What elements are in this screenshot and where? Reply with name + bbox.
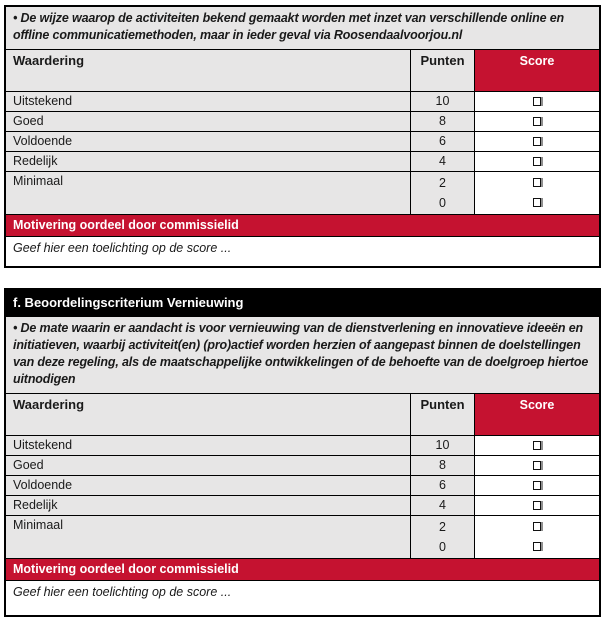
score-cell — [474, 456, 599, 475]
points-value: 6 — [410, 132, 474, 151]
rating-row-voldoende — [6, 475, 599, 495]
score-cell — [474, 172, 599, 214]
score-checkbox[interactable] — [533, 117, 541, 126]
rating-row-goed — [6, 455, 599, 475]
score-cell — [474, 112, 599, 131]
rating-label: Uitstekend — [6, 92, 410, 111]
points-value: 4 — [410, 152, 474, 171]
points-value: 2 — [439, 176, 446, 190]
rating-row-goed — [6, 111, 599, 131]
points-value: 0 — [439, 196, 446, 210]
motivation-header: Motivering oordeel door commissielid — [6, 559, 599, 580]
rating-row-minimaal — [6, 515, 599, 558]
points-column-header: Punten — [410, 394, 474, 435]
points-value: 10 — [410, 92, 474, 111]
score-checkbox[interactable] — [533, 481, 541, 490]
rating-label: Goed — [6, 112, 410, 131]
score-checkbox[interactable] — [533, 198, 541, 207]
rating-row-uitstekend — [6, 435, 599, 455]
rating-label: Goed — [6, 456, 410, 475]
score-checkbox[interactable] — [533, 178, 541, 187]
criterion-description-row — [6, 316, 599, 393]
score-cell — [474, 92, 599, 111]
criterion-description: • De wijze waarop de activiteiten bekend gemaakt worden met inzet van verschillende online en offline communicatiemethoden, maar in ieder geval via Roosendaalvoorjou.nl — [6, 7, 599, 49]
motivation-header: Motivering oordeel door commissielid — [6, 215, 599, 236]
motivation-header-row — [6, 558, 599, 580]
score-cell — [474, 476, 599, 495]
rating-row-voldoende — [6, 131, 599, 151]
score-column-header: Score — [474, 50, 599, 91]
criterion-table-e — [4, 5, 601, 268]
score-column-header: Score — [474, 394, 599, 435]
score-checkbox[interactable] — [533, 97, 541, 106]
points-value: 8 — [410, 456, 474, 475]
score-checkbox[interactable] — [533, 542, 541, 551]
criterion-description-row — [6, 7, 599, 49]
points-value: 6 — [410, 476, 474, 495]
score-checkbox[interactable] — [533, 137, 541, 146]
points-value: 0 — [439, 540, 446, 554]
rating-column-header: Waardering — [6, 394, 410, 435]
rating-label: Minimaal — [6, 172, 410, 214]
score-cell — [474, 152, 599, 171]
criterion-table-f — [4, 288, 601, 617]
rating-row-redelijk — [6, 151, 599, 171]
rating-label: Voldoende — [6, 132, 410, 151]
criterion-description: • De mate waarin er aandacht is voor vernieuwing van de dienstverlening en innovatieve ideeën en initiatieven, waarbij activiteit(en) (pro)actief worden herzien of aangepast binnen de doelstellingen van deze regeling, als de maatschappelijke ontwikkelingen of de behoefte van de doelgroep hiertoe uitnodigen — [6, 317, 599, 393]
score-checkbox[interactable] — [533, 522, 541, 531]
rating-column-header: Waardering — [6, 50, 410, 91]
table-gap — [4, 268, 601, 288]
points-value: 8 — [410, 112, 474, 131]
score-checkbox[interactable] — [533, 157, 541, 166]
table-header-row — [6, 393, 599, 435]
motivation-header-row — [6, 214, 599, 236]
rating-label: Redelijk — [6, 152, 410, 171]
rating-label: Minimaal — [6, 516, 410, 558]
score-cell — [474, 132, 599, 151]
rating-row-redelijk — [6, 495, 599, 515]
rating-row-uitstekend — [6, 91, 599, 111]
points-value: 10 — [410, 436, 474, 455]
score-cell — [474, 436, 599, 455]
table-header-row — [6, 49, 599, 91]
motivation-note-field[interactable]: Geef hier een toelichting op de score ... — [6, 237, 599, 266]
score-cell — [474, 496, 599, 515]
score-checkbox[interactable] — [533, 501, 541, 510]
rating-label: Uitstekend — [6, 436, 410, 455]
criterion-title-row — [6, 290, 599, 316]
score-checkbox[interactable] — [533, 461, 541, 470]
points-cell — [410, 516, 474, 558]
rating-row-minimaal — [6, 171, 599, 214]
criterion-title: f. Beoordelingscriterium Vernieuwing — [6, 290, 599, 316]
points-value: 4 — [410, 496, 474, 515]
points-cell — [410, 172, 474, 214]
points-column-header: Punten — [410, 50, 474, 91]
rating-label: Redelijk — [6, 496, 410, 515]
points-value: 2 — [439, 520, 446, 534]
motivation-note-row — [6, 236, 599, 266]
motivation-note-field[interactable]: Geef hier een toelichting op de score ... — [6, 581, 599, 615]
score-cell — [474, 516, 599, 558]
rating-label: Voldoende — [6, 476, 410, 495]
score-checkbox[interactable] — [533, 441, 541, 450]
